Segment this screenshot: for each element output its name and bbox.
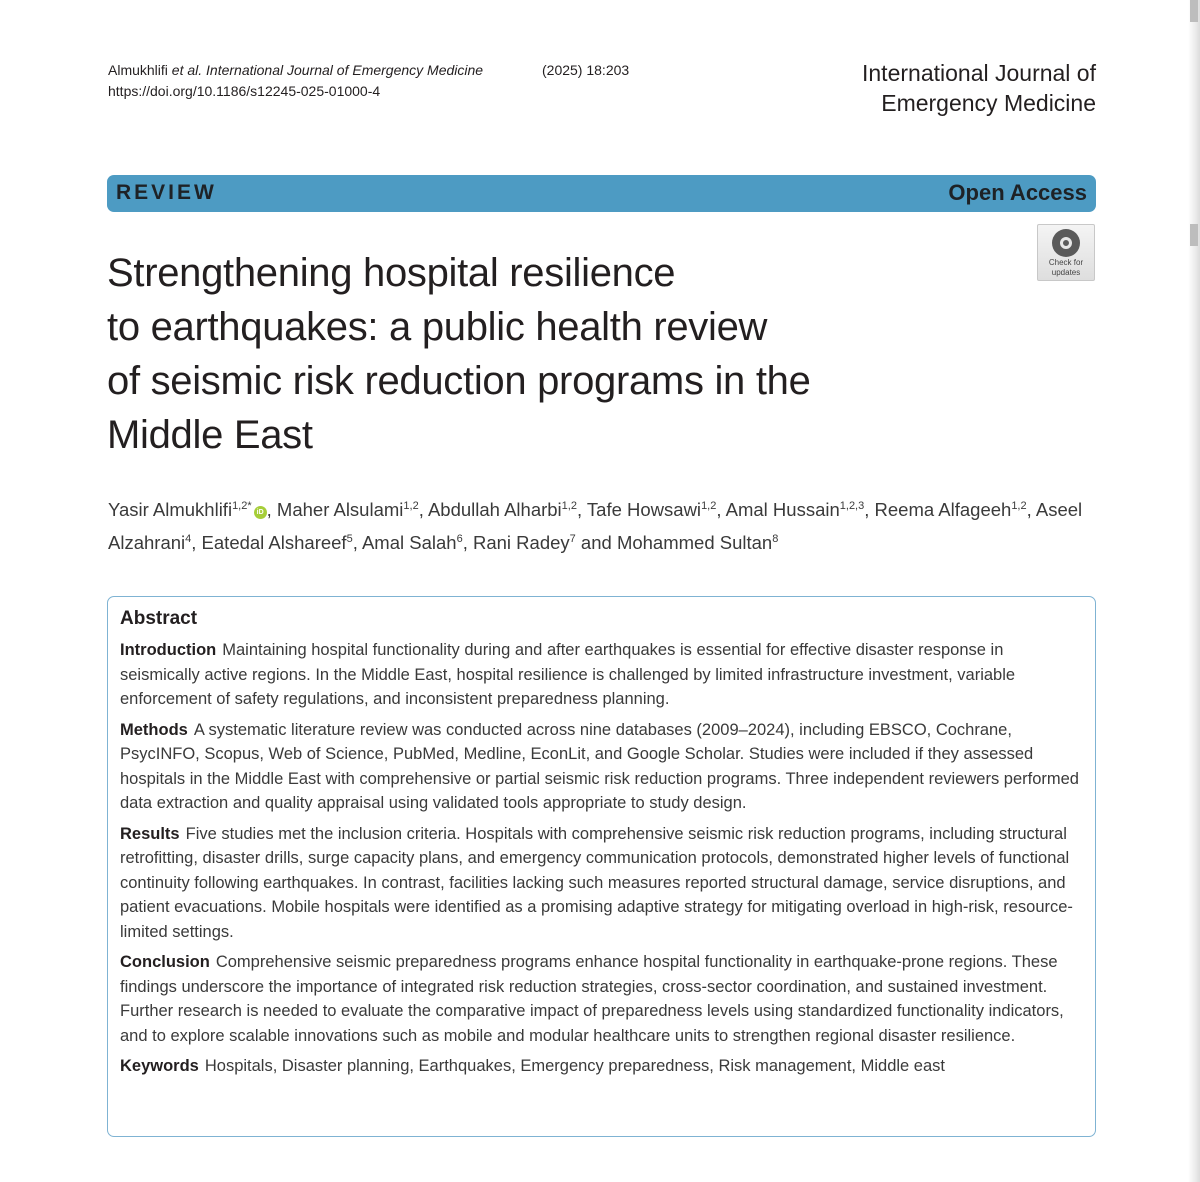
author-list <box>108 493 1098 559</box>
check-for-updates-button[interactable] <box>1037 224 1095 281</box>
author-separator: and <box>575 532 617 553</box>
author-affiliation: 7 <box>569 533 576 545</box>
citation-journal: International Journal of Emergency Medicine <box>206 62 484 78</box>
author-separator: , <box>352 532 362 553</box>
section-text: Five studies met the inclusion criteria. Hospitals with comprehensive seismic risk reduction programs, including structural retrofitting, disaster drills, surge capacity plans, and emergency communication protocols, demonstrated higher levels of functional continuity following earthquakes. In contrast, facilities lacking such measures reported structural damage, service disruptions, and patient evacuations. Mobile hospitals were identified as a promising adaptive strategy for mitigating overload in high-risk, resource-limited settings. <box>120 824 1073 941</box>
journal-name-line: International Journal of <box>862 60 1096 86</box>
check-updates-label-1: Check for <box>1048 258 1084 267</box>
author-name[interactable]: Amal Hussain <box>725 499 840 520</box>
section-label: Introduction <box>120 641 217 659</box>
citation-authors: Almukhlifi <box>108 62 168 78</box>
author-separator: , <box>864 499 875 520</box>
journal-name <box>862 58 1096 118</box>
author-affiliation: 1,2 <box>1011 500 1027 512</box>
abstract-section-methods <box>120 718 1080 816</box>
open-access-label: Open Access <box>948 180 1087 205</box>
author-separator: , <box>266 499 277 520</box>
section-text: Maintaining hospital functionality during and after earthquakes is essential for effective disaster response in seismically active regions. In the Middle East, hospital resilience is challenged by limited infrastructure investment, variable enforcement of safety regulations, and inconsistent preparedness planning. <box>120 641 1016 708</box>
author-affiliation: 1,2 <box>701 500 717 512</box>
author-name[interactable]: Mohammed Sultan <box>616 532 773 553</box>
author-name[interactable]: Rani Radey <box>472 532 570 553</box>
author-name[interactable]: Aseel Alzahrani <box>108 499 1083 553</box>
author-affiliation: 1,2* <box>232 500 252 512</box>
page-edge <box>1188 0 1200 1182</box>
abstract-sections <box>120 638 1080 1085</box>
author-separator: , <box>462 532 473 553</box>
title-line: of seismic risk reduction programs in the <box>107 359 811 403</box>
section-label: Methods <box>120 720 188 739</box>
title-line: Middle East <box>107 413 313 457</box>
section-text: Hospitals, Disaster planning, Earthquakes, Emergency preparedness, Risk management, Middle east <box>204 1057 945 1075</box>
abstract-box <box>107 596 1096 1137</box>
author-name[interactable]: Yasir Almukhlifi <box>108 499 233 520</box>
author-affiliation: 4 <box>185 533 192 545</box>
edge-mark <box>1190 224 1198 246</box>
journal-name-line: Emergency Medicine <box>881 90 1096 116</box>
section-text: A systematic literature review was conducted across nine databases (2009–2024), including EBSCO, Cochrane, PsycINFO, Scopus, Web of Science, PubMed, Medline, EconLit, and Google Scholar. Studies were included if they assessed hospitals in the Middle East with comprehensive or partial seismic risk reduction programs. Three independent reviewers performed data extraction and quality appraisal using validated tools appropriate to study design. <box>120 720 1079 812</box>
edge-mark <box>1190 0 1198 22</box>
citation-header <box>108 60 630 102</box>
author-affiliation: 1,2,3 <box>839 500 865 512</box>
doi-link[interactable]: https://doi.org/10.1186/s12245-025-01000-4 <box>108 83 381 99</box>
check-updates-label-2: updates <box>1051 268 1081 277</box>
citation-year-volume: (2025) 18:203 <box>542 62 630 78</box>
abstract-section-conclusion <box>120 950 1080 1048</box>
orcid-icon[interactable]: iD <box>254 506 267 519</box>
author-name[interactable]: Reema Alfageeh <box>874 499 1012 520</box>
author-affiliation: 8 <box>772 533 779 545</box>
abstract-section-keywords <box>120 1054 1080 1079</box>
author-separator: , <box>1026 499 1036 520</box>
section-label: Keywords <box>120 1057 199 1075</box>
article-type-banner <box>107 175 1096 212</box>
title-line: Strengthening hospital resilience <box>107 251 676 295</box>
author-separator: , <box>191 532 202 553</box>
author-name[interactable]: Eatedal Alshareef <box>201 532 347 553</box>
author-separator: , <box>418 499 428 520</box>
section-label: Conclusion <box>120 953 210 971</box>
author-affiliation: 5 <box>346 533 353 545</box>
citation-line <box>108 60 483 81</box>
title-line: to earthquakes: a public health review <box>107 305 768 349</box>
citation-et-al: et al. <box>171 62 203 78</box>
author-affiliation: 1,2 <box>561 500 577 512</box>
check-updates-icon <box>1052 229 1080 257</box>
author-affiliation: 1,2 <box>403 500 419 512</box>
author-separator: , <box>576 499 587 520</box>
article-type-label: REVIEW <box>116 181 217 204</box>
abstract-section-introduction <box>120 638 1080 712</box>
section-label: Results <box>120 824 180 843</box>
author-separator: , <box>716 499 726 520</box>
author-name[interactable]: Maher Alsulami <box>276 499 404 520</box>
section-text: Comprehensive seismic preparedness programs enhance hospital functionality in earthquake-prone regions. These findings underscore the importance of integrated risk reduction strategies, cross-sector coordination, and sustained investment. Further research is needed to evaluate the comparative impact of preparedness levels using standardized functionality indicators, and to explore scalable innovations such as mobile and modular healthcare units to strengthen regional disaster resilience. <box>120 953 1064 1045</box>
author-affiliation: 6 <box>456 533 463 545</box>
author-name[interactable]: Amal Salah <box>361 532 457 553</box>
abstract-section-results <box>120 822 1080 945</box>
article-title <box>107 246 927 462</box>
author-name[interactable]: Tafe Howsawi <box>586 499 702 520</box>
author-name[interactable]: Abdullah Alharbi <box>427 499 562 520</box>
abstract-heading: Abstract <box>120 608 198 629</box>
